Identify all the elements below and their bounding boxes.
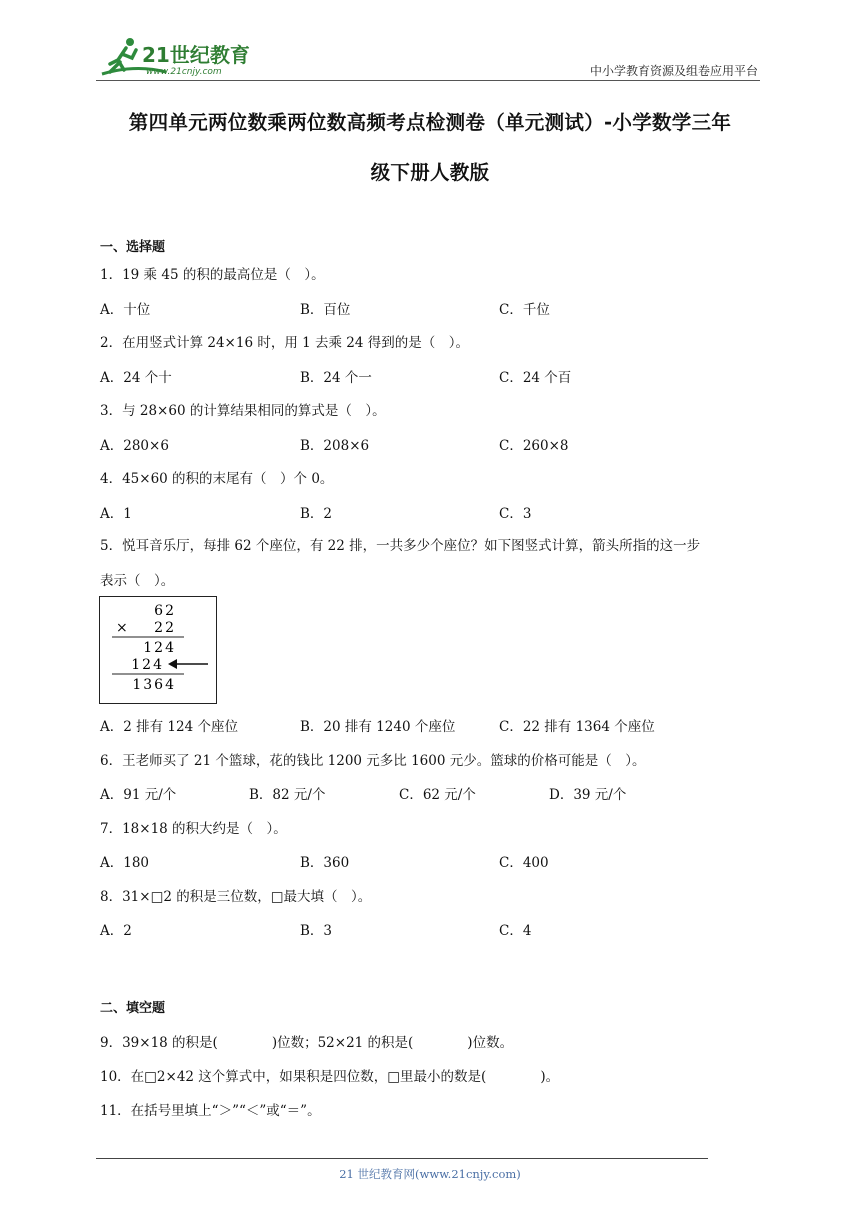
- option-6c: C．62 元/个: [399, 787, 476, 803]
- option-5a: A．2 排有 124 个座位: [100, 719, 238, 735]
- question-6: 6．王老师买了 21 个篮球，花的钱比 1200 元多比 1600 元少。篮球的价格可能是（ ）。: [100, 753, 646, 769]
- question-9: 9．39×18 的积是( )位数；52×21 的积是( )位数。: [100, 1035, 514, 1051]
- option-8a: A．2: [100, 923, 132, 939]
- option-8c: C．4: [499, 923, 532, 939]
- question-4: 4．45×60 的积的末尾有（ ）个 0。: [100, 471, 334, 487]
- option-2a: A．24 个十: [100, 370, 172, 386]
- question-11: 11．在括号里填上“＞”“＜”或“＝”。: [100, 1103, 321, 1119]
- question-5-line-1: 5．悦耳音乐厅，每排 62 个座位，有 22 排，一共多少个座位？如下图竖式计算，箭头所指的这一步: [100, 538, 701, 554]
- option-6b: B．82 元/个: [249, 787, 326, 803]
- footer-divider: [96, 1158, 708, 1159]
- option-5c: C．22 排有 1364 个座位: [499, 719, 655, 735]
- option-8b: B．3: [300, 923, 333, 939]
- option-6a: A．91 元/个: [100, 787, 177, 803]
- question-5-line-2: 表示（ ）。: [100, 573, 175, 589]
- question-2: 2．在用竖式计算 24×16 时，用 1 去乘 24 得到的是（ ）。: [100, 335, 470, 351]
- calc-times-sign: ×: [116, 620, 128, 636]
- calc-partial-1: 124: [143, 640, 176, 656]
- title-line-1: 第四单元两位数乘两位数高频考点检测卷（单元测试）-小学数学三年: [128, 111, 732, 134]
- arrow-left-icon: [168, 659, 208, 669]
- question-1: 1．19 乘 45 的积的最高位是（ ）。: [100, 267, 325, 283]
- option-2c: C．24 个百: [499, 370, 572, 386]
- calc-multiplier: 22: [154, 620, 176, 636]
- footer-text: 21 世纪教育网(www.21cnjy.com): [339, 1167, 521, 1181]
- document-title: [90, 98, 770, 198]
- option-7c: C．400: [499, 855, 549, 871]
- option-4c: C．3: [499, 506, 532, 522]
- option-1c: C．千位: [499, 302, 550, 318]
- option-3a: A．280×6: [100, 438, 169, 454]
- section-heading: 一、选择题: [100, 240, 166, 255]
- section-heading: 二、填空题: [100, 1001, 166, 1016]
- logo-url: www.21cnjy.com: [146, 67, 222, 77]
- question-8: 8．31×□2 的积是三位数，□最大填（ ）。: [100, 889, 372, 905]
- calc-multiplicand: 62: [154, 603, 176, 619]
- option-4a: A．1: [100, 506, 132, 522]
- option-2b: B．24 个一: [300, 370, 372, 386]
- brand-logo: [96, 34, 266, 80]
- platform-name: 中小学教育资源及组卷应用平台: [589, 64, 758, 78]
- question-10: 10．在□2×42 这个算式中，如果积是四位数，□里最小的数是( )。: [100, 1069, 560, 1085]
- option-3b: B．208×6: [300, 438, 370, 454]
- option-5b: B．20 排有 1240 个座位: [300, 719, 456, 735]
- option-7b: B．360: [300, 855, 350, 871]
- option-3c: C．260×8: [499, 438, 569, 454]
- option-1a: A．十位: [100, 302, 151, 318]
- option-4b: B．2: [300, 506, 333, 522]
- option-6d: D．39 元/个: [549, 787, 627, 803]
- calc-result: 1364: [132, 677, 176, 693]
- vertical-multiplication-figure: [99, 596, 217, 704]
- question-3: 3．与 28×60 的计算结果相同的算式是（ ）。: [100, 403, 386, 419]
- logo-text: 21世纪教育: [142, 43, 250, 67]
- title-line-2: 级下册人教版: [370, 161, 490, 184]
- option-7a: A．180: [100, 855, 150, 871]
- option-1b: B．百位: [300, 302, 351, 318]
- question-7: 7．18×18 的积大约是（ ）。: [100, 821, 287, 837]
- header-divider: [96, 80, 760, 81]
- calc-partial-2: 124: [131, 657, 164, 673]
